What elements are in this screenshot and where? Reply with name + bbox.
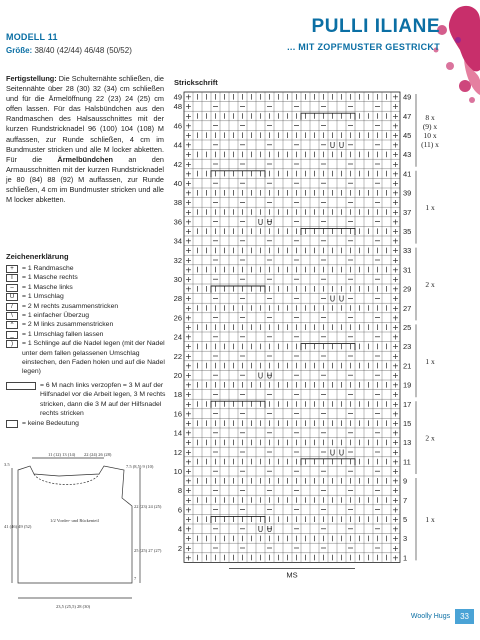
edge-stitch-mark: +: [185, 351, 192, 361]
legend: [6, 264, 166, 428]
edge-stitch-mark: +: [392, 495, 399, 505]
edge-stitch-mark: +: [392, 534, 399, 544]
repeat-count-label: 2 x: [425, 433, 435, 443]
edge-stitch-mark: +: [392, 255, 399, 265]
schematic-center-label: 1/2 Vorder- und Rückenteil: [50, 518, 99, 523]
legend-item: [6, 320, 166, 329]
edge-stitch-mark: +: [185, 524, 192, 534]
edge-stitch-mark: +: [392, 102, 399, 112]
legend-text: = 2 M links zusammenstricken: [22, 321, 114, 329]
yarnover-mark: U: [257, 217, 264, 227]
edge-stitch-mark: +: [392, 236, 399, 246]
legend-item: [6, 273, 166, 282]
edge-stitch-mark: +: [392, 323, 399, 332]
edge-stitch-mark: +: [185, 543, 192, 553]
edge-stitch-mark: +: [185, 102, 192, 112]
legend-symbol: ): [6, 340, 18, 348]
edge-stitch-mark: +: [392, 169, 399, 179]
edge-stitch-mark: +: [392, 121, 399, 131]
legend-symbol: +: [6, 265, 18, 273]
legend-symbol: I: [6, 274, 18, 282]
yarnover-mark: U: [329, 141, 336, 151]
edge-stitch-mark: +: [185, 409, 192, 419]
edge-stitch-mark: +: [185, 294, 192, 304]
edge-stitch-mark: +: [185, 265, 192, 275]
model-number: MODELL 11: [6, 32, 58, 42]
edge-stitch-mark: +: [185, 227, 192, 236]
repeat-count-label: 1 x: [425, 515, 435, 525]
edge-stitch-mark: +: [185, 332, 192, 342]
legend-text: = keine Bedeutung: [22, 419, 79, 427]
cable-symbol: [6, 382, 36, 390]
legend-text: = 2 M rechts zusammenstricken: [22, 302, 119, 310]
schematic-right-mid: 22 (23) 24 (25): [134, 504, 162, 509]
edge-stitch-mark: +: [392, 217, 399, 227]
edge-stitch-mark: +: [392, 457, 399, 467]
row-number-left: 20: [173, 371, 182, 380]
edge-stitch-mark: +: [392, 476, 399, 486]
edge-stitch-mark: +: [392, 227, 399, 236]
row-number-right: 21: [403, 361, 412, 371]
legend-symbol: –: [6, 284, 18, 292]
edge-stitch-mark: +: [185, 428, 192, 438]
row-number-left: 40: [173, 179, 182, 188]
size-values: 38/40 (42/44) 46/48 (50/52): [34, 46, 132, 55]
edge-stitch-mark: +: [392, 524, 399, 534]
finishing-sleeve-heading: Ärmelbündchen: [57, 154, 113, 164]
edge-stitch-mark: +: [185, 361, 192, 371]
edge-stitch-mark: +: [185, 323, 192, 332]
edge-stitch-mark: +: [185, 207, 192, 217]
legend-text: = 1 Schlinge auf die Nadel legen (mit der Nadel unter dem fallen gelassenen Umschlag einstechen, den Faden holen und auf die Nadel legen): [22, 340, 165, 376]
edge-stitch-mark: +: [392, 515, 399, 524]
edge-stitch-mark: +: [392, 399, 399, 409]
finishing-heading: Fertigstellung:: [6, 74, 57, 83]
legend-item: [6, 311, 166, 320]
row-number-right: 43: [403, 150, 412, 160]
edge-stitch-mark: +: [185, 553, 192, 563]
row-number-right: 35: [403, 227, 412, 236]
row-number-left: 36: [173, 217, 182, 227]
legend-symbol: /: [6, 303, 18, 311]
edge-stitch-mark: +: [185, 505, 192, 515]
schematic-bottom: 23,5 (25,5) 28 (30): [56, 604, 91, 609]
row-number-right: 33: [403, 246, 412, 256]
schematic-top-left: 11 (12) 13 (14): [48, 452, 76, 457]
yarnover-mark: U: [338, 294, 345, 304]
edge-stitch-mark: +: [392, 409, 399, 419]
edge-stitch-mark: +: [185, 92, 192, 102]
edge-stitch-mark: +: [185, 169, 192, 179]
edge-stitch-mark: +: [392, 390, 399, 400]
edge-stitch-mark: +: [392, 543, 399, 553]
legend-item: [6, 292, 166, 301]
row-number-right: 49: [403, 92, 412, 102]
row-number-left: 2: [177, 543, 182, 553]
row-number-right: 15: [403, 419, 412, 428]
edge-stitch-mark: +: [185, 495, 192, 505]
repeat-label: MS: [286, 570, 298, 580]
legend-item: [6, 264, 166, 273]
legend-text: = 1 Masche rechts: [22, 274, 78, 282]
row-number-right: 7: [403, 495, 408, 505]
finishing-text-2: an den Armausschnitten mit der kurzen Rundstricknadel je 80 (84) 88 (92) M auffassen, zur Runde schließen, 4 cm im Bundmuster stricken und alle M locker abketten.: [6, 154, 164, 205]
row-number-left: 12: [173, 447, 182, 457]
row-number-right: 3: [403, 534, 408, 544]
row-number-right: 41: [403, 169, 412, 179]
edge-stitch-mark: +: [185, 457, 192, 467]
row-number-right: 23: [403, 342, 412, 352]
edge-stitch-mark: +: [392, 313, 399, 323]
edge-stitch-mark: +: [392, 419, 399, 428]
row-number-left: 22: [173, 351, 182, 361]
legend-item-cable: [6, 381, 166, 419]
repeat-count-label: 2 x: [425, 280, 435, 289]
legend-title: Zeichenerklärung: [6, 252, 69, 261]
edge-stitch-mark: +: [185, 476, 192, 486]
row-number-right: 5: [403, 515, 408, 524]
row-number-left: 30: [173, 275, 182, 284]
edge-stitch-mark: +: [392, 140, 399, 150]
footer-brand: Woolly Hugs: [410, 613, 451, 620]
edge-stitch-mark: +: [185, 217, 192, 227]
yarnover-mark: U: [257, 525, 264, 535]
edge-stitch-mark: +: [392, 361, 399, 371]
row-number-right: 45: [403, 131, 412, 140]
edge-stitch-mark: +: [185, 150, 192, 160]
row-number-left: 18: [173, 390, 182, 400]
schematic-right-bottom: 7: [134, 576, 137, 581]
edge-stitch-mark: +: [185, 342, 192, 352]
edge-stitch-mark: +: [392, 159, 399, 169]
knitting-chart: [170, 88, 439, 588]
edge-stitch-mark: +: [392, 371, 399, 380]
edge-stitch-mark: +: [392, 179, 399, 188]
row-number-left: 4: [177, 524, 182, 534]
yarnover-mark: U: [338, 448, 345, 458]
edge-stitch-mark: +: [185, 515, 192, 524]
edge-stitch-mark: +: [185, 371, 192, 380]
empty-symbol: [6, 420, 18, 428]
edge-stitch-mark: +: [185, 198, 192, 208]
row-number-left: 34: [173, 236, 182, 246]
edge-stitch-mark: +: [392, 428, 399, 438]
edge-stitch-mark: +: [392, 284, 399, 294]
edge-stitch-mark: +: [185, 534, 192, 544]
edge-stitch-mark: +: [392, 294, 399, 304]
edge-stitch-mark: +: [392, 447, 399, 457]
row-number-right: 47: [403, 111, 412, 121]
legend-item: [6, 302, 166, 311]
row-number-left: 28: [173, 294, 182, 304]
page-subtitle: ... MIT ZOPFMUSTER GESTRICKT: [287, 42, 440, 52]
repeat-count-label: 1 x: [425, 356, 435, 366]
edge-stitch-mark: +: [392, 332, 399, 342]
yarnover-mark: U: [257, 371, 264, 381]
legend-symbol: \: [6, 312, 18, 320]
edge-stitch-mark: +: [185, 255, 192, 265]
yarnover-mark: U: [266, 525, 273, 535]
row-number-right: 27: [403, 303, 412, 313]
legend-text: = 1 Randmasche: [22, 265, 74, 272]
edge-stitch-mark: +: [392, 351, 399, 361]
yarnover-mark: U: [329, 448, 336, 458]
row-number-left: 8: [177, 486, 182, 496]
schematic-top-right: 22 (24) 26 (28): [84, 452, 112, 457]
edge-stitch-mark: +: [185, 236, 192, 246]
edge-stitch-mark: +: [392, 467, 399, 476]
edge-stitch-mark: +: [392, 380, 399, 390]
row-number-left: 46: [173, 121, 182, 131]
legend-text: = 6 M nach links verzopfen = 3 M auf der Hilfsnadel vor die Arbeit legen, 3 M rechts stricken, dann die 3 M auf der Hilfsnadel rechts stricken: [40, 381, 166, 418]
legend-text: = 1 Umschlag fallen lassen: [22, 330, 104, 338]
edge-stitch-mark: +: [392, 438, 399, 448]
legend-symbol: U: [6, 293, 18, 301]
row-number-right: 13: [403, 438, 412, 448]
row-number-left: 16: [173, 409, 182, 419]
row-number-left: 49: [173, 92, 182, 102]
legend-text: = 1 Umschlag: [22, 293, 64, 301]
edge-stitch-mark: +: [185, 111, 192, 121]
row-number-left: 44: [173, 140, 182, 150]
page-title: PULLI ILIANE: [311, 16, 440, 37]
repeat-count-label: (9) x: [422, 121, 438, 131]
row-number-right: 29: [403, 284, 412, 294]
row-number-left: 10: [173, 467, 182, 476]
edge-stitch-mark: +: [392, 111, 399, 121]
schematic-left-mid: 41 (46) 49 (52): [4, 524, 32, 529]
edge-stitch-mark: +: [392, 188, 399, 198]
row-number-left: 14: [173, 428, 182, 438]
size-line: [6, 46, 132, 55]
row-number-left: 24: [173, 332, 182, 342]
edge-stitch-mark: +: [392, 505, 399, 515]
page-number: 33: [455, 609, 474, 624]
finishing-instructions: [6, 74, 164, 205]
edge-stitch-mark: +: [392, 342, 399, 352]
yarnover-mark: U: [329, 294, 336, 304]
row-number-left: 26: [173, 313, 182, 323]
row-number-right: 31: [403, 265, 412, 275]
edge-stitch-mark: +: [185, 140, 192, 150]
row-number-right: 9: [403, 476, 408, 486]
edge-stitch-mark: +: [185, 313, 192, 323]
row-number-right: 17: [403, 399, 412, 409]
edge-stitch-mark: +: [185, 447, 192, 457]
footer: [411, 609, 474, 624]
edge-stitch-mark: +: [392, 246, 399, 256]
garment-schematic: [4, 448, 162, 613]
edge-stitch-mark: +: [185, 284, 192, 294]
schematic-left-top: 3.5: [4, 462, 10, 467]
row-number-left: 32: [173, 255, 182, 265]
repeat-count-label: (11) x: [421, 139, 439, 149]
edge-stitch-mark: +: [185, 159, 192, 169]
row-number-right: 19: [403, 380, 412, 390]
repeat-count-label: 8 x: [425, 112, 435, 122]
edge-stitch-mark: +: [185, 188, 192, 198]
row-number-left: 6: [177, 505, 182, 515]
row-number-right: 39: [403, 188, 412, 198]
edge-stitch-mark: +: [185, 467, 192, 476]
row-number-right: 11: [403, 457, 411, 467]
yarnover-mark: U: [266, 371, 273, 381]
edge-stitch-mark: +: [392, 207, 399, 217]
legend-text: = 1 Masche links: [22, 283, 73, 291]
yarnover-mark: U: [338, 141, 345, 151]
edge-stitch-mark: +: [185, 486, 192, 496]
edge-stitch-mark: +: [392, 265, 399, 275]
edge-stitch-mark: +: [185, 380, 192, 390]
legend-symbol: ^: [6, 321, 18, 329]
edge-stitch-mark: +: [392, 303, 399, 313]
edge-stitch-mark: +: [392, 92, 399, 102]
legend-item-empty: [6, 419, 166, 428]
row-number-right: 37: [403, 207, 412, 217]
edge-stitch-mark: +: [185, 246, 192, 256]
edge-stitch-mark: +: [185, 390, 192, 400]
edge-stitch-mark: +: [185, 438, 192, 448]
chart-title: Strickschrift: [174, 78, 218, 87]
row-number-left: 42: [173, 159, 182, 169]
edge-stitch-mark: +: [392, 198, 399, 208]
legend-item: [6, 330, 166, 339]
edge-stitch-mark: +: [185, 419, 192, 428]
size-label: Größe:: [6, 46, 33, 55]
edge-stitch-mark: +: [185, 131, 192, 140]
edge-stitch-mark: +: [392, 275, 399, 284]
row-number-left: 48: [173, 102, 182, 112]
legend-item: [6, 283, 166, 292]
finishing-text-1: Die Schulternähte schließen, die Seitennähte über 28 (30) 32 (34) cm schließen und für die Ärmelöffnung 22 (23) 24 (25) cm offen lassen. Für das Halsbündchen aus den Randmaschen des Halsausschnittes mit der kurzen Rundstricknadel 96 (100) 104 (108) M auffassen, zur Runde schließen, 4 cm im Bundmuster stricken und alle M locker abketten. Für die: [6, 74, 164, 164]
edge-stitch-mark: +: [185, 179, 192, 188]
edge-stitch-mark: +: [185, 121, 192, 131]
row-number-left: 38: [173, 198, 182, 208]
edge-stitch-mark: +: [185, 399, 192, 409]
edge-stitch-mark: +: [392, 486, 399, 496]
legend-item: [6, 339, 166, 377]
edge-stitch-mark: +: [185, 303, 192, 313]
yarnover-mark: U: [266, 217, 273, 227]
edge-stitch-mark: +: [185, 275, 192, 284]
row-number-right: 25: [403, 323, 412, 332]
legend-symbol: _: [6, 331, 18, 339]
schematic-right-top: 7.5 (8,5) 9 (10): [126, 464, 154, 469]
legend-text: = 1 einfacher Überzug: [22, 312, 90, 320]
edge-stitch-mark: +: [392, 553, 399, 563]
edge-stitch-mark: +: [392, 131, 399, 140]
schematic-right-low: 25 (25) 27 (27): [134, 548, 162, 553]
repeat-count-label: 10 x: [423, 130, 437, 140]
row-number-right: 1: [403, 553, 408, 563]
repeat-count-label: 1 x: [425, 203, 435, 213]
edge-stitch-mark: +: [392, 150, 399, 160]
